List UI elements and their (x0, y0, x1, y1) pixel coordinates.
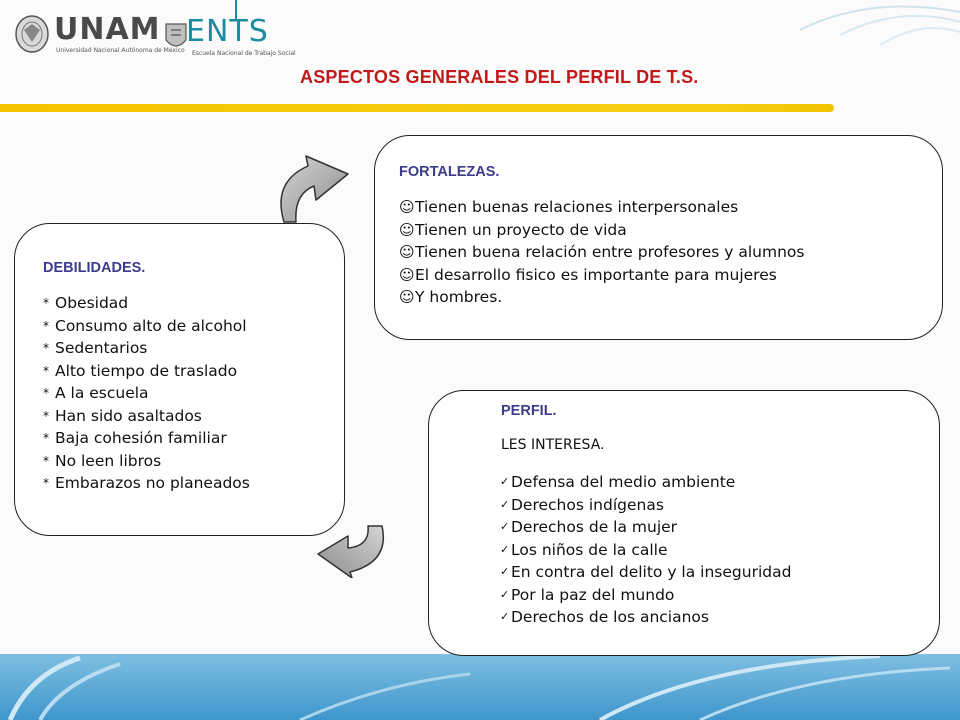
smiley-icon: ☺ (399, 243, 415, 261)
list-item: * A la escuela (43, 382, 344, 405)
ents-logo (164, 0, 296, 64)
debilidades-heading: DEBILIDADES. (43, 260, 146, 276)
asterisk-icon: * (43, 363, 49, 378)
list-item: ☺Tienen buena relación entre profesores y alumnos (399, 241, 942, 264)
asterisk-icon: * (43, 431, 49, 445)
fortalezas-box (374, 135, 943, 340)
list-item: * Han sido asaltados (43, 405, 344, 428)
list-item: ✓ Los niños de la calle (500, 539, 939, 562)
list-item: ✓ Por la paz del mundo (500, 584, 939, 607)
list-item: * Consumo alto de alcohol (43, 315, 344, 338)
unam-subtitle: Universidad Nacional Autónoma de México (56, 47, 185, 54)
ents-wordmark: ENTS (186, 14, 269, 49)
checkmark-icon: ✓ (500, 610, 510, 623)
debilidades-box (14, 223, 345, 536)
checkmark-icon: ✓ (500, 497, 510, 511)
perfil-list (500, 471, 939, 629)
smiley-icon: ☺ (399, 288, 415, 306)
unam-logo (14, 12, 185, 60)
smiley-icon: ☺ (399, 265, 415, 284)
perfil-box (428, 390, 940, 656)
list-item: ☺Tienen buenas relaciones interpersonales (399, 196, 942, 219)
ents-subtitle: Escuela Nacional de Trabajo Social (192, 50, 296, 57)
fortalezas-list (399, 196, 942, 309)
list-item: ✓ Defensa del medio ambiente (500, 471, 939, 494)
ents-shield-icon (164, 22, 188, 52)
list-item: ✓ Derechos de la mujer (500, 516, 939, 539)
list-item: * No leen libros (43, 450, 344, 473)
header-logos (0, 0, 400, 70)
checkmark-icon: ✓ (500, 542, 510, 556)
list-item: ✓ Derechos indígenas (500, 494, 939, 517)
checkmark-icon: ✓ (500, 520, 510, 533)
page-title: ASPECTOS GENERALES DEL PERFIL DE T.S. (300, 67, 699, 87)
checkmark-icon: ✓ (500, 475, 510, 488)
footer-decoration (0, 654, 960, 720)
list-item: * Sedentarios (43, 337, 344, 360)
title-underline-bar (0, 104, 834, 112)
asterisk-icon: * (43, 476, 49, 490)
unam-wordmark: UNAM (54, 12, 161, 47)
list-item: ✓ Derechos de los ancianos (500, 606, 939, 629)
curved-arrow-up-icon (272, 152, 350, 224)
list-item: ✓ En contra del delito y la inseguridad (500, 561, 939, 584)
list-item: ☺El desarrollo fisico es importante para mujeres (399, 264, 942, 287)
list-item: * Obesidad (43, 292, 344, 315)
fortalezas-heading: FORTALEZAS. (399, 164, 500, 180)
asterisk-icon: * (43, 318, 49, 333)
asterisk-icon: * (43, 408, 49, 423)
checkmark-icon: ✓ (500, 565, 510, 578)
checkmark-icon: ✓ (500, 587, 510, 601)
list-item: * Baja cohesión familiar (43, 427, 344, 450)
smiley-icon: ☺ (399, 198, 415, 216)
asterisk-icon: * (43, 386, 49, 400)
debilidades-list (43, 292, 344, 495)
perfil-heading: PERFIL. (501, 403, 557, 419)
list-item: ☺Tienen un proyecto de vida (399, 219, 942, 242)
unam-seal-icon (14, 14, 50, 54)
list-item: ☺Y hombres. (399, 286, 942, 309)
corner-decoration (780, 0, 960, 60)
asterisk-icon: * (43, 296, 49, 310)
asterisk-icon: * (43, 453, 49, 468)
asterisk-icon: * (43, 341, 49, 355)
smiley-icon: ☺ (399, 220, 415, 239)
perfil-subheading: LES INTERESA. (501, 437, 605, 453)
list-item: * Alto tiempo de traslado (43, 360, 344, 383)
list-item: * Embarazos no planeados (43, 472, 344, 495)
